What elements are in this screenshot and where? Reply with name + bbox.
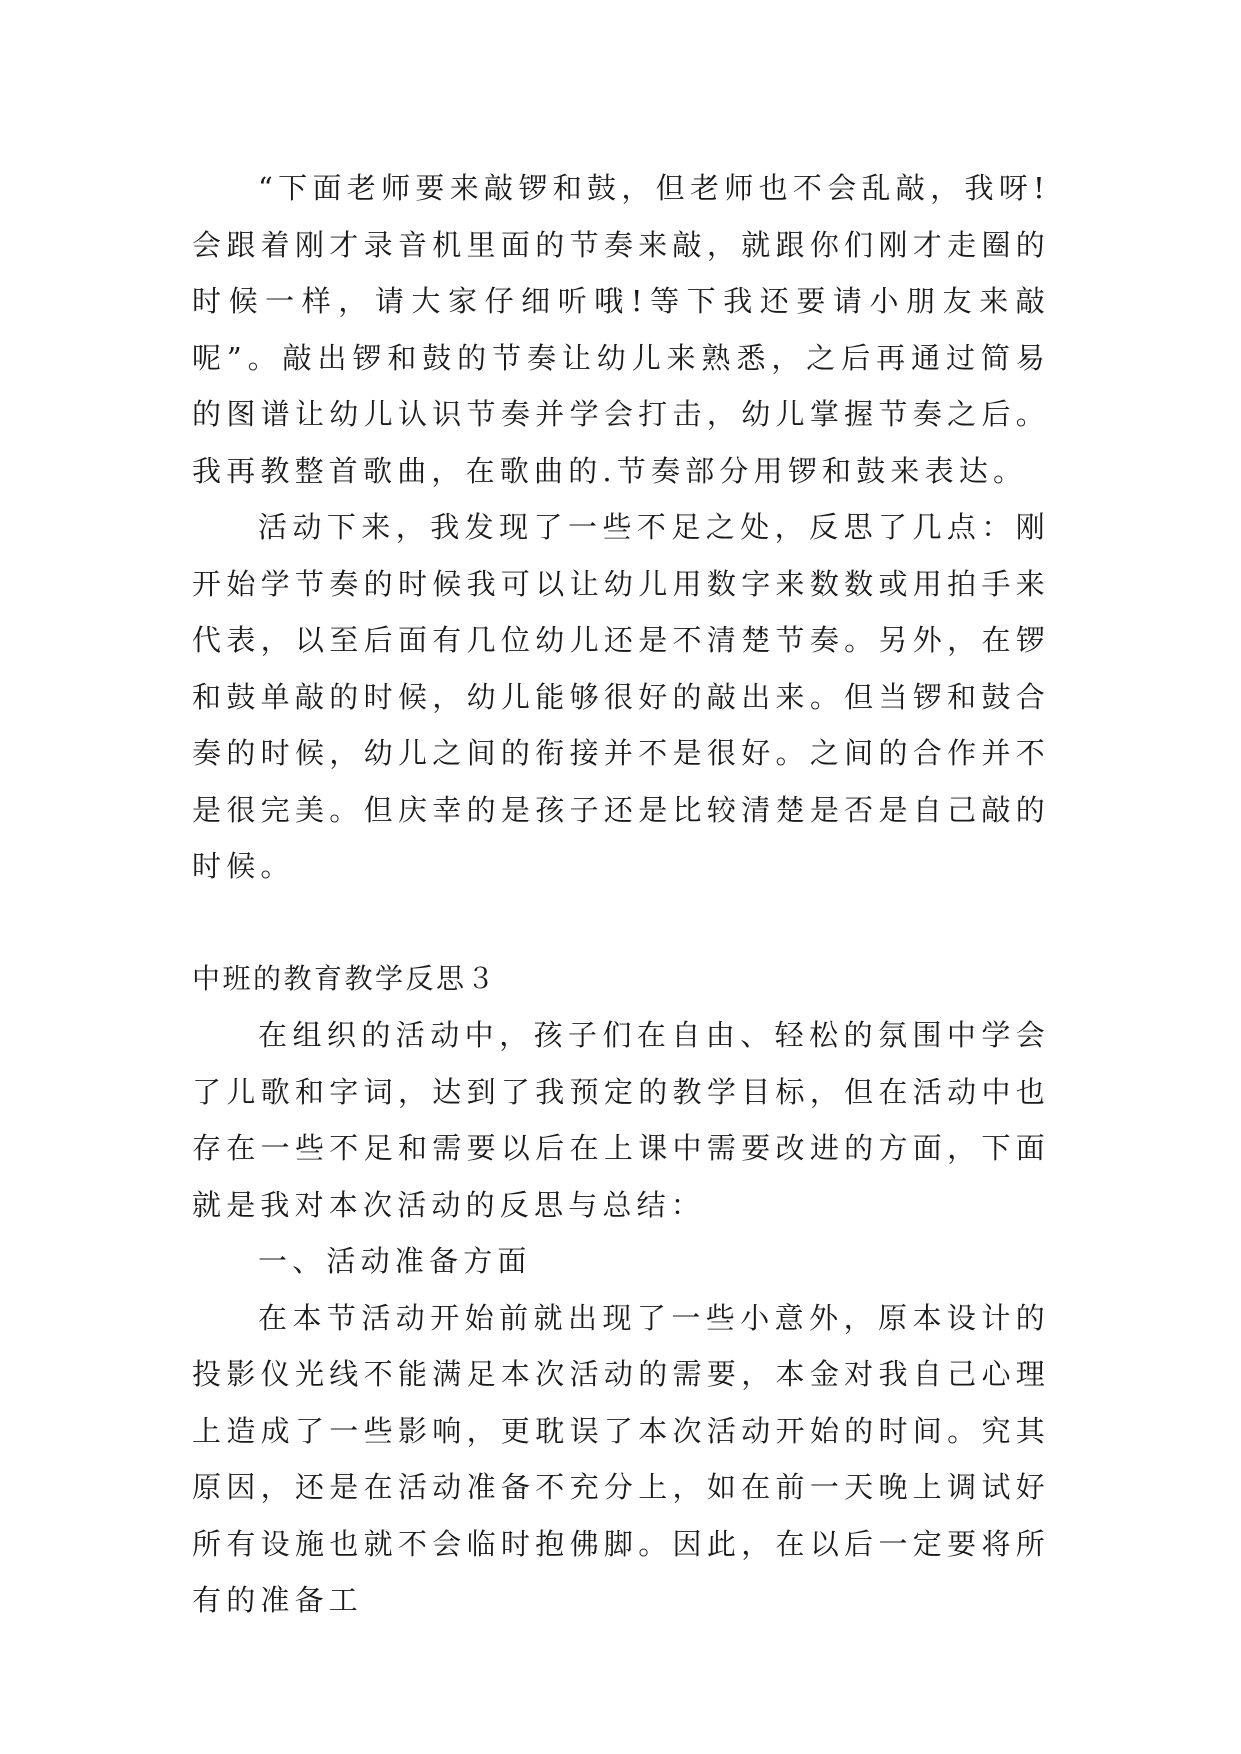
section-title: 中班的教育教学反思３ xyxy=(192,961,498,995)
paragraph-activity-summary: 在组织的活动中，孩子们在自由、轻松的氛围中学会了儿歌和字词，达到了我预定的教学目标，但在活动中也存在一些不足和需要以后在上课中需要改进的方面，下面就是我对本次活动的反思与总结： xyxy=(192,1018,1050,1222)
subheading-activity-preparation: 一、活动准备方面 xyxy=(258,1244,532,1278)
paragraph-preparation-details: 在本节活动开始前就出现了一些小意外，原本设计的投影仪光线不能满足本次活动的需要，本金对我自己心理上造成了一些影响，更耽误了本次活动开始的时间。究其原因，还是在活动准备不充分上，如在前一天晚上调试好所有设施也就不会临时抱佛脚。因此，在以后一定要将所有的准备工 xyxy=(192,1300,1050,1617)
paragraph-activity-reflection: 活动下来，我发现了一些不足之处，反思了几点：刚开始学节奏的时候我可以让幼儿用数字来数数或用拍手来代表，以至后面有几位幼儿还是不清楚节奏。另外，在锣和鼓单敲的时候，幼儿能够很好的敲出来。但当锣和鼓合奏的时候，幼儿之间的衔接并不是很好。之间的合作并不是很完美。但庆幸的是孩子还是比较清楚是否是自己敲的时候。 xyxy=(192,510,1050,883)
document-body xyxy=(192,160,1050,1629)
paragraph-gong-drum-rhythm: “下面老师要来敲锣和鼓，但老师也不会乱敲，我呀!会跟着刚才录音机里面的节奏来敲，就跟你们刚才走圈的时候一样，请大家仔细听哦!等下我还要请小朋友来敲呢”。敲出锣和鼓的节奏让幼儿来熟悉，之后再通过简易的图谱让幼儿认识节奏并学会打击，幼儿掌握节奏之后。我再教整首歌曲，在歌曲的.节奏部分用锣和鼓来表达。 xyxy=(192,171,1050,488)
